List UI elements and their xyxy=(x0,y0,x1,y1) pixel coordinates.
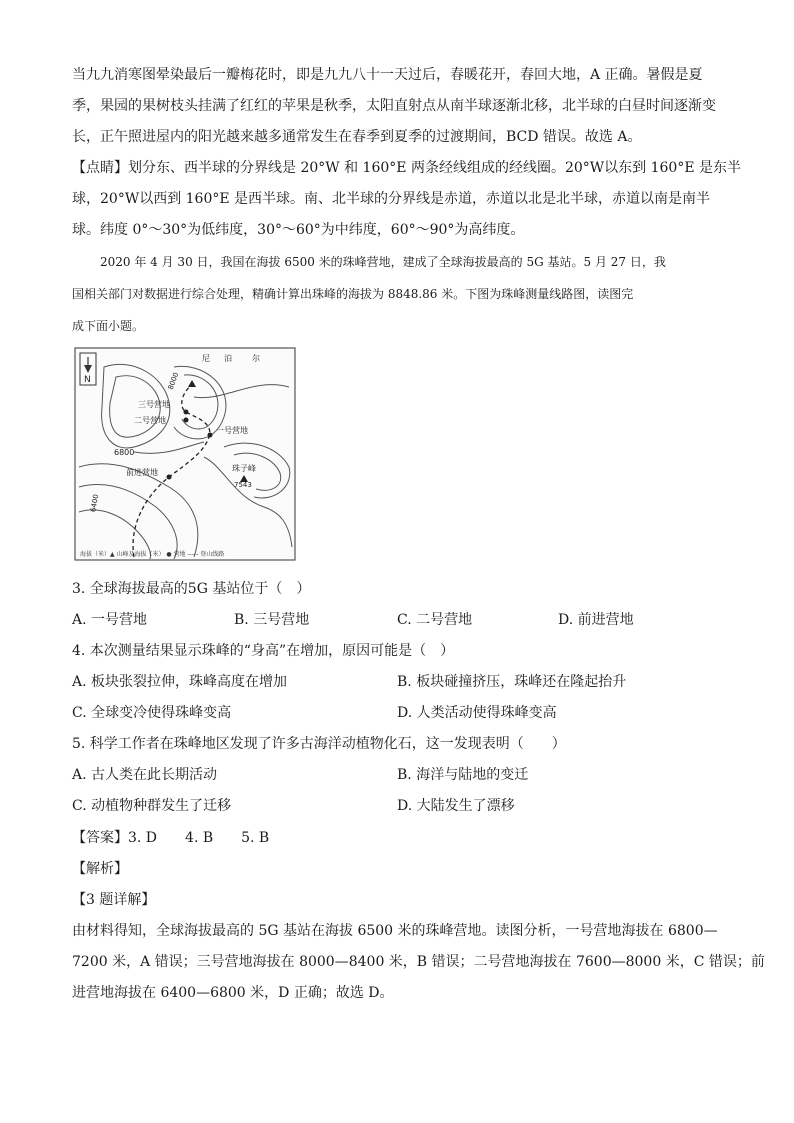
base-camp-marker xyxy=(167,475,172,480)
question-stem: 5. 科学工作者在珠峰地区发现了许多古海洋动植物化石，这一发现表明（ ） xyxy=(72,736,566,752)
question-stem: 3. 全球海拔最高的5G 基站位于（ ） xyxy=(72,581,311,597)
camp2-label: 二号营地 xyxy=(134,416,166,425)
country-label: 尼 xyxy=(202,354,210,363)
peak2-label: 珠子峰 xyxy=(232,464,256,473)
north-label: N xyxy=(84,375,91,385)
option-b[interactable]: B. 板块碰撞挤压，珠峰还在隆起抬升 xyxy=(397,674,627,690)
elevation-label: 6800 xyxy=(114,448,135,457)
option-b[interactable]: B. 海洋与陆地的变迁 xyxy=(397,767,529,783)
analysis-label: 【解析】 xyxy=(72,861,128,877)
answer-line xyxy=(72,827,269,847)
detail-line: 7200 米，A 错误；三号营地海拔在 8000—8400 米，B 错误；二号营地海拔在 7600—8000 米，C 错误；前 xyxy=(72,954,765,970)
map-legend: 海拔（米）▲ 山峰及海拔（米） ● 营地 ----- 登山线路 xyxy=(80,551,225,558)
paragraph-line: 长，正午照进屋内的阳光越来越多通常发生在春季到夏季的过渡期间，BCD 错误。故选 A。 xyxy=(72,129,642,145)
answer-text: 3. D 4. B 5. B xyxy=(128,830,270,846)
elevation-label: 7543 xyxy=(234,481,252,489)
dianjing-line: 球，20°W以西到 160°E 是西半球。南、北半球的分界线是赤道，赤道以北是北半球，赤道以南是南半 xyxy=(72,191,711,207)
country-label: 泊 xyxy=(224,354,232,363)
paragraph-line: 季，果园的果树枝头挂满了红红的苹果是秋季，太阳直射点从南半球逐渐北移，北半球的白昼时间逐渐变 xyxy=(72,98,716,114)
material-line: 成下面小题。 xyxy=(72,319,145,333)
option-d[interactable]: D. 人类活动使得珠峰变高 xyxy=(397,705,557,721)
option-a[interactable]: A. 板块张裂拉伸，珠峰高度在增加 xyxy=(72,674,288,690)
option-c[interactable]: C. 动植物种群发生了迁移 xyxy=(72,798,232,814)
material-line: 国相关部门对数据进行综合处理，精确计算出珠峰的海拔为 8848.86 米。下图为珠峰测量线路图，读图完 xyxy=(72,287,634,301)
country-label: 尔 xyxy=(252,354,260,363)
detail-line: 进营地海拔在 6400—6800 米，D 正确；故选 D。 xyxy=(72,985,394,1001)
camp1-label: 一号营地 xyxy=(216,426,248,435)
camp3-label: 三号营地 xyxy=(138,400,170,409)
paragraph-line: 当九九消寒图晕染最后一瓣梅花时，即是九九八十一天过后，春暖花开，春回大地，A 正确。暑假是夏 xyxy=(72,67,703,83)
option-d[interactable]: D. 前进营地 xyxy=(558,612,634,628)
question-stem: 4. 本次测量结果显示珠峰的“身高”在增加，原因可能是（ ） xyxy=(72,643,455,659)
everest-route-map xyxy=(74,347,296,561)
option-d[interactable]: D. 大陆发生了漂移 xyxy=(397,798,515,814)
option-a[interactable]: A. 古人类在此长期活动 xyxy=(72,767,218,783)
dianjing-label: 【点睛】 xyxy=(72,160,128,176)
camp1-marker xyxy=(208,433,213,438)
option-c[interactable]: C. 二号营地 xyxy=(397,612,473,628)
option-c[interactable]: C. 全球变冷使得珠峰变高 xyxy=(72,705,232,721)
camp3-marker xyxy=(184,410,189,415)
dianjing-line: 球。纬度 0°～30°为低纬度，30°～60°为中纬度，60°～90°为高纬度。 xyxy=(72,222,525,238)
option-a[interactable]: A. 一号营地 xyxy=(72,612,148,628)
dianjing-line xyxy=(72,157,741,177)
camp2-marker xyxy=(184,418,189,423)
detail-line: 由材料得知，全球海拔最高的 5G 基站在海拔 6500 米的珠峰营地。读图分析，一号营地海拔在 6800— xyxy=(72,923,718,939)
dianjing-text: 划分东、西半球的分界线是 20°W 和 160°E 两条经线组成的经线圈。20°W以东到 160°E 是东半 xyxy=(128,160,741,176)
material-line: 2020 年 4 月 30 日，我国在海拔 6500 米的珠峰营地，建成了全球海拔最高的 5G 基站。5 月 27 日，我 xyxy=(100,255,666,269)
detail-label: 【3 题详解】 xyxy=(72,892,156,908)
answer-label: 【答案】 xyxy=(72,830,128,846)
elevation-label: 8000 xyxy=(166,371,181,391)
elevation-label: 6400 xyxy=(89,493,101,513)
base-camp-label: 前进营地 xyxy=(126,468,158,477)
map-frame xyxy=(75,348,295,560)
option-b[interactable]: B. 三号营地 xyxy=(234,612,310,628)
